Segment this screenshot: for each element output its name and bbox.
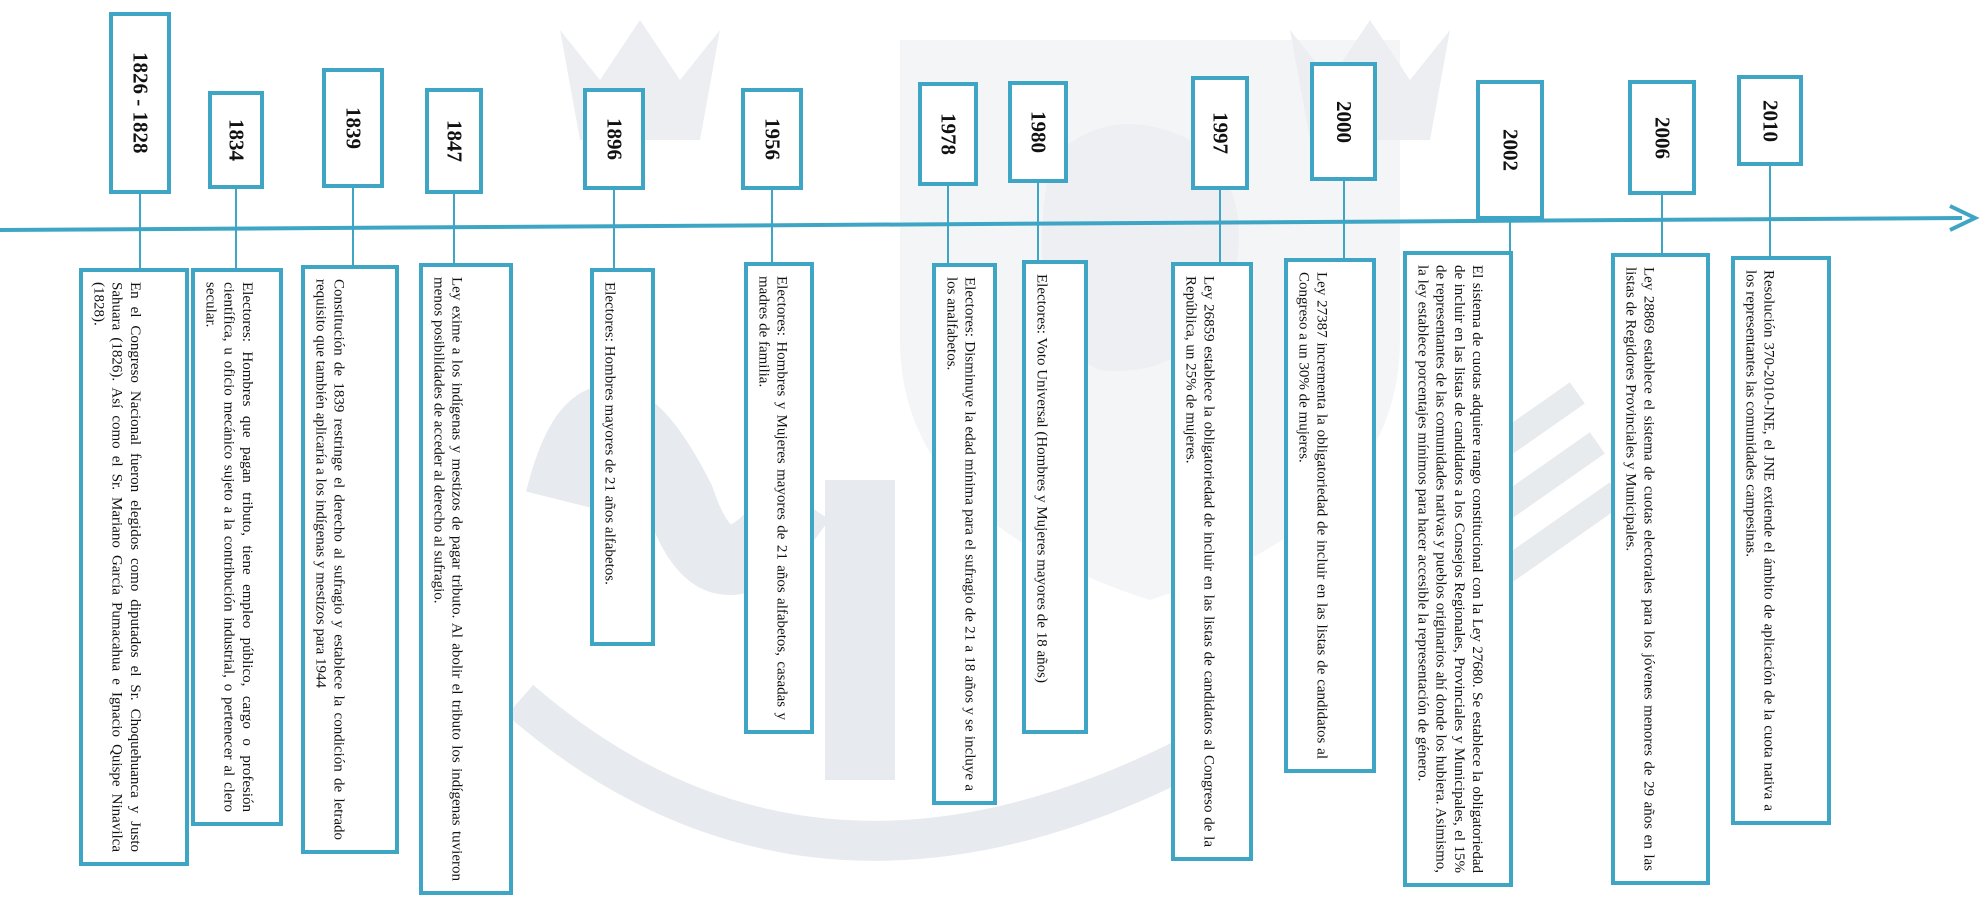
year-label: 1896 bbox=[602, 118, 627, 160]
timeline-line bbox=[0, 218, 1962, 230]
year-label: 1978 bbox=[936, 113, 961, 155]
event-description: Ley 28869 establece el sistema de cuotas electorales para los jóvenes menores de 29 años en las listas de Regidores Provinciales y Municipales. bbox=[1622, 267, 1657, 871]
year-label: 1839 bbox=[341, 107, 366, 149]
year-box bbox=[583, 88, 645, 190]
year-box bbox=[1310, 62, 1377, 181]
event-description: Electores: Hombres y Mujeres mayores de 21 años alfabetos, casadas y madres de familia. bbox=[755, 276, 790, 720]
timeline-connector bbox=[453, 194, 455, 263]
event-description: Ley exime a los indígenas y mestizos de pagar tributo. Al abolir el tributo los indígenas tuvieron menos posibilidades de acceder al derecho al sufragio. bbox=[430, 277, 465, 881]
event-description: En el Congreso Nacional fueron elegidos como diputados el Sr. Choquehuanca y Justo Sahuara (1826). Así como el Sr. Mariano García Pumacahua e Ignacio Quispe Ninavilca (1828). bbox=[90, 282, 143, 852]
year-box bbox=[1191, 76, 1249, 190]
year-label: 1997 bbox=[1208, 112, 1233, 154]
year-box bbox=[322, 68, 384, 188]
year-label: 2010 bbox=[1758, 99, 1783, 142]
timeline-connector bbox=[352, 188, 354, 265]
event-description-box bbox=[1022, 260, 1088, 734]
year-box bbox=[1628, 80, 1696, 195]
event-description: Electores: Disminuye la edad mínima para el sufragio de 21 a 18 años y se incluye a los analfabetos. bbox=[943, 277, 978, 791]
year-box bbox=[208, 91, 264, 189]
timeline-connector bbox=[947, 186, 949, 263]
timeline-connector bbox=[1509, 220, 1511, 251]
year-box bbox=[1008, 81, 1068, 183]
year-label: 1826 - 1828 bbox=[128, 52, 153, 154]
event-description: Electores: Hombres mayores de 21 años alfabetos. bbox=[601, 282, 618, 585]
timeline-connector bbox=[235, 189, 237, 268]
year-label: 2000 bbox=[1332, 100, 1356, 143]
timeline-connector bbox=[1037, 183, 1039, 260]
event-description-box bbox=[1171, 262, 1253, 861]
timeline-connector bbox=[771, 190, 773, 262]
year-box bbox=[1476, 80, 1544, 220]
year-box bbox=[109, 12, 171, 194]
event-description-box bbox=[590, 268, 655, 646]
event-description: Ley 26859 establece la obligatoriedad de incluir en las listas de candidatos al Congreso de la República, un 25% de mujeres. bbox=[1182, 276, 1217, 847]
event-description: Electores: Hombres que pagan tributo, tiene empleo público, cargo o profesión científica, u oficio mecánico sujeto a la contribución industrial, o pertenecer al clero secular. bbox=[202, 282, 255, 812]
year-label: 2002 bbox=[1498, 129, 1523, 171]
event-description-box bbox=[1284, 258, 1376, 773]
year-label: 1847 bbox=[442, 120, 467, 162]
timeline-connector bbox=[139, 194, 141, 268]
event-description-box bbox=[301, 265, 399, 854]
year-box bbox=[918, 82, 978, 186]
event-description: Constitución de 1839 restringe el derecho al sufragio y establece la condición de letrado requisito que también aplicaría a los indígenas y mestizos para 1944 bbox=[312, 279, 347, 840]
timeline-connector bbox=[613, 190, 615, 268]
event-description-box bbox=[1731, 256, 1831, 825]
event-description: El sistema de cuotas adquiere rango constitucional con la Ley 27680. Se establece la obligatoriedad de incluir en las listas de candidatos a los Consejos Regionales, Provinciales y Municipales, el 15% de representantes de las comunidades nativas y pueblos originarios ahí donde los hubiera. Asimismo, la ley establece porcentajes mínimos para hacer accesible la representación de género. bbox=[1414, 265, 1486, 873]
year-label: 2006 bbox=[1650, 116, 1675, 159]
year-label: 1956 bbox=[760, 118, 785, 160]
event-description: Ley 27387 incrementa la obligatoriedad de incluir en las listas de candidatos al Congreso a un 30% de mujeres. bbox=[1295, 272, 1330, 759]
event-description-box bbox=[744, 262, 814, 734]
event-description: Electores: Voto Universal (Hombres y Mujeres mayores de 18 años) bbox=[1033, 274, 1050, 683]
year-label: 1834 bbox=[224, 119, 249, 161]
event-description-box bbox=[79, 268, 189, 866]
year-box bbox=[425, 88, 483, 194]
event-description-box bbox=[1611, 253, 1710, 885]
event-description-box bbox=[932, 263, 997, 805]
year-box bbox=[1737, 75, 1803, 166]
event-description-box bbox=[191, 268, 283, 826]
timeline-connector bbox=[1219, 190, 1221, 262]
timeline-connector bbox=[1661, 195, 1663, 253]
event-description: Resolución 370-2010-JNE, el JNE extiende el ámbito de aplicación de la cuota nativa a los representantes las comunidades campesinas. bbox=[1742, 270, 1777, 811]
timeline-connector bbox=[1769, 166, 1771, 256]
year-label: 1980 bbox=[1026, 111, 1051, 153]
event-description-box bbox=[1403, 251, 1513, 887]
year-box bbox=[741, 88, 803, 190]
timeline-connector bbox=[1343, 181, 1345, 258]
event-description-box bbox=[419, 263, 513, 895]
